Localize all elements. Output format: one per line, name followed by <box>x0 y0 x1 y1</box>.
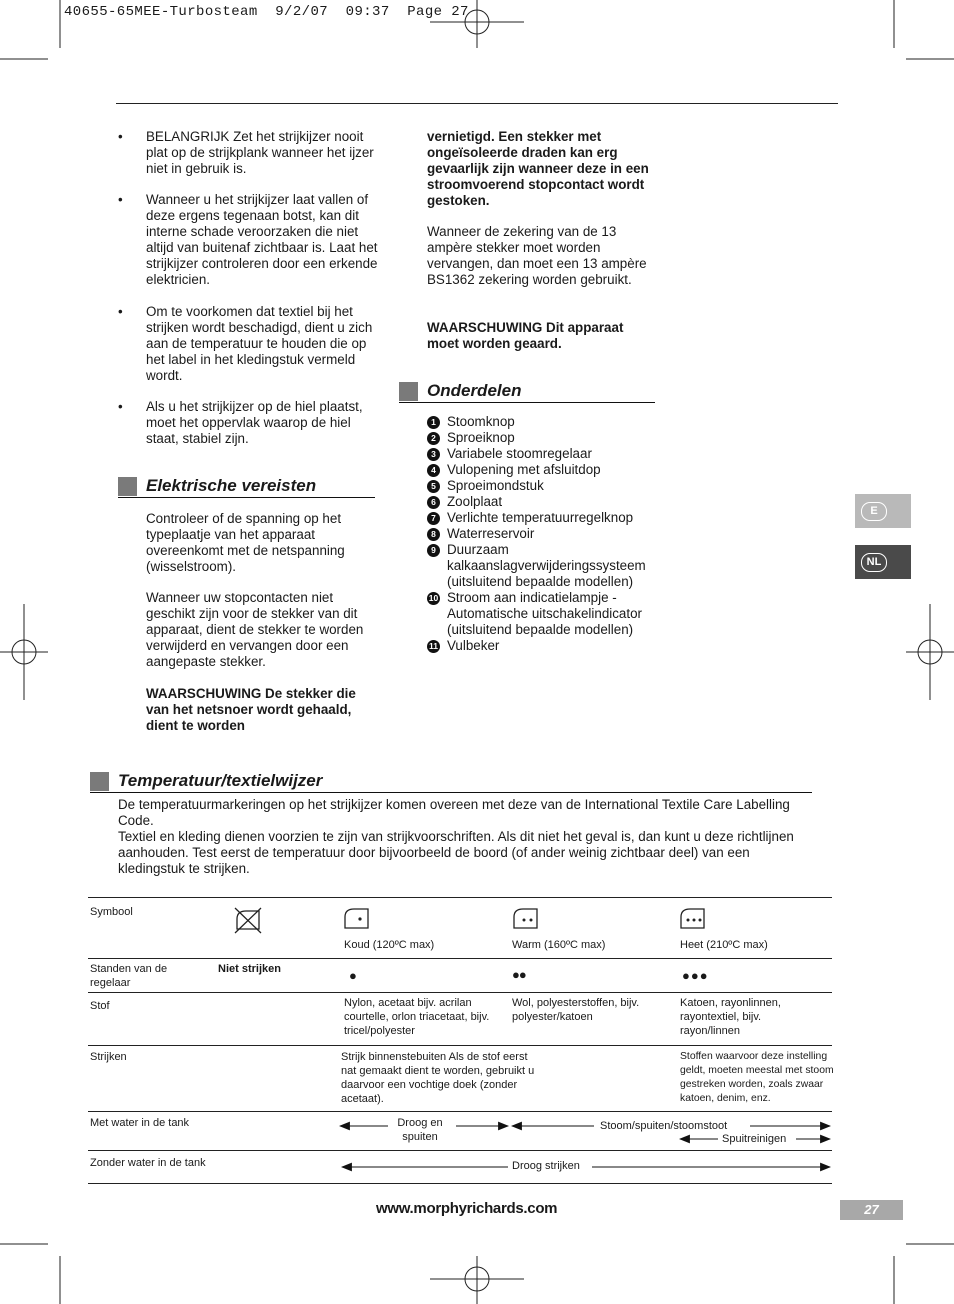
section-heading-parts <box>399 380 655 403</box>
row-label-met-water: Met water in de tank <box>90 1117 190 1129</box>
list-item <box>427 430 667 446</box>
part-label: Sproeimondstuk <box>447 478 544 493</box>
part-label: Duurzaam kalkaanslagverwijderingssysteem (uitsluitend bepaalde modellen) <box>447 542 646 589</box>
iron-two-dots-icon <box>512 903 540 931</box>
top-rule <box>116 103 838 104</box>
bullet-dot: • <box>118 304 123 319</box>
row-label-zonder-water: Zonder water in de tank <box>90 1157 206 1169</box>
tab-language-e[interactable] <box>855 494 911 528</box>
part-label: Vulopening met afsluitdop <box>447 462 601 477</box>
droog-strijken-label: Droog strijken <box>512 1160 580 1172</box>
droog-en-spuiten-label: Droog en spuiten <box>397 1117 443 1143</box>
temperature-intro: Textiel en kleding dienen voorzien te zijn van strijkvoorschriften. Als dit niet het geval is, dan kunt u deze richtlijnen aanhouden. Test eerst de temperatuur door bijvoorbeeld de boord (of ander weinig zichtbaar deel) van een kledingstuk te strijken. <box>118 829 794 876</box>
list-item <box>427 414 667 430</box>
list-item <box>427 510 667 526</box>
number-badge-icon: 3 <box>427 448 440 461</box>
number-badge-icon: 10 <box>428 593 439 603</box>
electric-warning: WAARSCHUWING De stekker die van het netsnoer wordt gehaald, dient te worden <box>146 686 356 733</box>
setting-two-dots: ●● <box>512 967 526 982</box>
row-label-standen: Standen van de regelaar <box>90 963 168 989</box>
list-item <box>427 446 667 462</box>
list-item <box>427 462 667 478</box>
stof-heet: Katoen, rayonlinnen, rayontextiel, bijv. rayon/linnen <box>680 997 781 1037</box>
setting-three-dots: ●●● <box>682 968 709 983</box>
section-title: Temperatuur/textielwijzer <box>118 771 323 790</box>
parts-list <box>427 414 667 654</box>
spuitreinigen-label: Spuitreinigen <box>722 1133 787 1145</box>
niet-strijken-label: Niet strijken <box>218 963 281 975</box>
number-badge-icon: 11 <box>429 641 438 651</box>
do-not-iron-icon <box>232 903 264 935</box>
stof-koud: Nylon, acetaat bijv. acrilan courtelle, orlon triacetaat, bijv. tricel/polyester <box>344 997 490 1037</box>
part-label: Zoolplaat <box>447 494 503 509</box>
part-label: Stroom aan indicatielampje - Automatische uitschakelindicator (uitsluitend bepaalde modellen) <box>447 590 643 637</box>
section-title: Elektrische vereisten <box>146 476 317 495</box>
table-rule <box>88 958 832 959</box>
number-badge-icon: 2 <box>427 432 440 445</box>
bullet-dot: • <box>118 399 123 414</box>
temp-label-koud: Koud (120ºC max) <box>344 939 435 951</box>
section-heading-electric <box>118 475 375 498</box>
table-rule <box>88 992 832 993</box>
bullet-text: Als u het strijkijzer op de hiel plaatst, moet het oppervlak waarop de hiel staat, stabiel zijn. <box>146 399 363 446</box>
page-number: 27 <box>864 1202 879 1217</box>
part-label: Stoomknop <box>447 414 515 429</box>
section-title: Onderdelen <box>427 381 522 400</box>
bullet-text: BELANGRIJK Zet het strijkijzer nooit plat op de strijkplank wanneer het ijzer niet in gebruik is. <box>146 129 374 176</box>
print-header: 40655-65MEE-Turbosteam 9/2/07 09:37 Page 27 <box>64 4 469 20</box>
part-label: Variabele stoomregelaar <box>447 446 592 461</box>
list-item <box>427 526 667 542</box>
iron-three-dots-icon <box>679 903 707 931</box>
number-badge-icon: 4 <box>427 464 440 477</box>
number-badge-icon: 1 <box>427 416 440 429</box>
stoom-label: Stoom/spuiten/stoomstoot <box>600 1120 728 1132</box>
number-badge-icon: 8 <box>427 528 440 541</box>
row-label-symbool: Symbool <box>90 906 133 918</box>
electric-paragraph: Wanneer de zekering van de 13 ampère stekker moet worden vervangen, dan moet een 13 ampère BS1362 zekering worden gebruikt. <box>427 224 647 287</box>
part-label: Vulbeker <box>447 638 500 653</box>
setting-one-dot: ● <box>349 968 357 983</box>
tab-label: E <box>861 502 887 521</box>
number-badge-icon: 9 <box>427 544 440 557</box>
bullet-text: Om te voorkomen dat textiel bij het strijken wordt beschadigd, dient u zich aan de temperatuur te houden die op het label in het kledingstuk vermeld wordt. <box>146 304 373 383</box>
strijken-koud: Strijk binnenstebuiten Als de stof eerst nat gemaakt dient te worden, gebruikt u daarvoor een vochtige doek (zonder acetaat). <box>341 1051 535 1105</box>
table-rule <box>88 1045 832 1046</box>
row-label-stof: Stof <box>90 1000 110 1012</box>
list-item <box>427 638 667 654</box>
temp-label-warm: Warm (160ºC max) <box>512 939 606 951</box>
temp-label-heet: Heet (210ºC max) <box>680 939 768 951</box>
table-rule <box>88 1183 832 1184</box>
iron-one-dot-icon <box>343 903 371 931</box>
part-label: Waterreservoir <box>447 526 535 541</box>
list-item <box>427 494 667 510</box>
strijken-heet: Stoffen waarvoor deze instelling geldt, moeten meestal met stoom gestreken worden, zoals zwaar katoen, denim, enz. <box>680 1051 834 1104</box>
table-rule <box>88 897 832 898</box>
list-item <box>427 542 657 590</box>
part-label: Sproeiknop <box>447 430 515 445</box>
list-item <box>427 478 667 494</box>
number-badge-icon: 5 <box>427 480 440 493</box>
heading-square-icon <box>90 772 109 791</box>
electric-paragraph: Wanneer uw stopcontacten niet geschikt zijn voor de stekker van dit apparaat, dient de stekker te worden verwijderd en vervangen door een aangepaste stekker. <box>146 590 364 669</box>
footer-url[interactable]: www.morphyrichards.com <box>376 1200 558 1217</box>
list-item <box>427 590 659 638</box>
stof-warm: Wol, polyesterstoffen, bijv. polyester/katoen <box>512 997 640 1023</box>
tab-language-nl[interactable] <box>855 545 911 579</box>
table-arrows <box>330 1112 840 1182</box>
number-badge-icon: 7 <box>427 512 440 525</box>
page-number-box <box>840 1200 903 1220</box>
bullet-text: Wanneer u het strijkijzer laat vallen of deze ergens tegenaan botst, kan dit interne schade veroorzaken die niet altijd van buitenaf zichtbaar is. Laat het strijkijzer controleren door een erkende elektricien. <box>146 192 378 287</box>
tab-label: NL <box>861 553 887 572</box>
bullet-dot: • <box>118 129 123 144</box>
heading-square-icon <box>118 477 137 496</box>
bullet-dot: • <box>118 192 123 207</box>
section-heading-temperature <box>90 770 812 793</box>
electric-warning-continued: vernietigd. Een stekker met ongeïsoleerde draden kan erg gevaarlijk zijn wanneer deze in een stroomvoerend stopcontact wordt gestoken. <box>427 129 649 208</box>
number-badge-icon: 6 <box>427 496 440 509</box>
part-label: Verlichte temperatuurregelknop <box>447 510 634 525</box>
heading-square-icon <box>399 382 418 401</box>
temperature-intro: De temperatuurmarkeringen op het strijkijzer komen overeen met deze van de International Textile Care Labelling Code. <box>118 797 790 828</box>
row-label-strijken: Strijken <box>90 1051 127 1063</box>
electric-paragraph: Controleer of de spanning op het typeplaatje van het apparaat overeenkomt met de netspanning (wisselstroom). <box>146 511 345 574</box>
electric-warning: WAARSCHUWING Dit apparaat moet worden geaard. <box>427 320 624 351</box>
